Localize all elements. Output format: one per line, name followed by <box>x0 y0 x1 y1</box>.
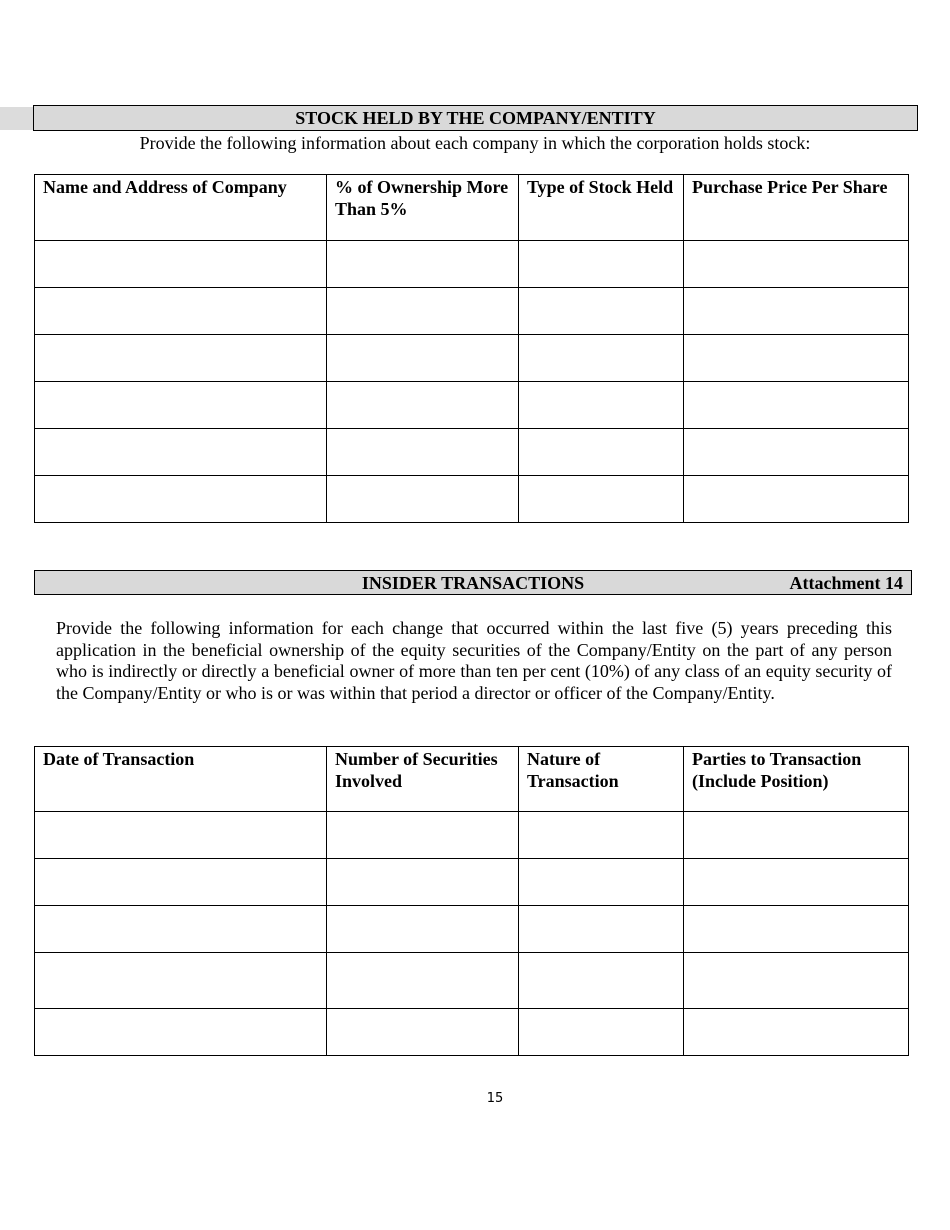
table-row <box>35 335 909 382</box>
table-row <box>35 382 909 429</box>
table-cell[interactable] <box>35 953 327 1009</box>
stock-section-banner <box>33 105 918 131</box>
table-cell[interactable] <box>684 241 909 288</box>
table-cell[interactable] <box>327 812 519 859</box>
insider-table <box>34 746 909 1056</box>
column-header-date: Date of Transaction <box>35 747 327 812</box>
table-cell[interactable] <box>327 429 519 476</box>
table-row <box>35 241 909 288</box>
table-cell[interactable] <box>519 859 684 906</box>
table-cell[interactable] <box>35 335 327 382</box>
table-row <box>35 288 909 335</box>
table-cell[interactable] <box>684 476 909 523</box>
margin-shade <box>0 107 33 130</box>
table-row <box>35 1009 909 1056</box>
table-cell[interactable] <box>519 241 684 288</box>
table-cell[interactable] <box>35 1009 327 1056</box>
table-cell[interactable] <box>35 429 327 476</box>
column-header-stock-type: Type of Stock Held <box>519 175 684 241</box>
table-row <box>35 906 909 953</box>
table-cell[interactable] <box>519 1009 684 1056</box>
column-header-company: Name and Address of Company <box>35 175 327 241</box>
table-cell[interactable] <box>327 382 519 429</box>
stock-table <box>34 174 909 523</box>
table-cell[interactable] <box>327 1009 519 1056</box>
column-header-purchase-price: Purchase Price Per Share <box>684 175 909 241</box>
table-row <box>35 476 909 523</box>
table-cell[interactable] <box>684 429 909 476</box>
table-cell[interactable] <box>684 1009 909 1056</box>
table-cell[interactable] <box>327 288 519 335</box>
table-cell[interactable] <box>327 241 519 288</box>
table-cell[interactable] <box>327 859 519 906</box>
table-cell[interactable] <box>35 288 327 335</box>
table-cell[interactable] <box>35 382 327 429</box>
table-cell[interactable] <box>519 812 684 859</box>
table-cell[interactable] <box>519 288 684 335</box>
table-cell[interactable] <box>519 382 684 429</box>
table-cell[interactable] <box>327 906 519 953</box>
table-cell[interactable] <box>327 476 519 523</box>
table-cell[interactable] <box>684 382 909 429</box>
table-cell[interactable] <box>684 288 909 335</box>
table-cell[interactable] <box>519 429 684 476</box>
table-row <box>35 859 909 906</box>
insider-section-paragraph: Provide the following information for each change that occurred within the last five (5) years preceding this application in the beneficial ownership of the equity securities of the Company/Entity on the part of any person who is indirectly or directly a beneficial owner of more than ten per cent (10%) of any class of an equity security of the Company/Entity or who is or was within that period a director or officer of the Company/Entity. <box>56 618 892 703</box>
table-cell[interactable] <box>519 953 684 1009</box>
table-cell[interactable] <box>35 859 327 906</box>
table-cell[interactable] <box>519 906 684 953</box>
table-cell[interactable] <box>35 476 327 523</box>
table-cell[interactable] <box>327 335 519 382</box>
table-header-row <box>35 747 909 812</box>
stock-section-title: STOCK HELD BY THE COMPANY/ENTITY <box>295 108 656 128</box>
table-cell[interactable] <box>684 335 909 382</box>
table-row <box>35 429 909 476</box>
table-row <box>35 812 909 859</box>
column-header-ownership: % of Ownership More Than 5% <box>327 175 519 241</box>
table-row <box>35 953 909 1009</box>
column-header-parties: Parties to Transaction (Include Position) <box>684 747 909 812</box>
table-cell[interactable] <box>519 476 684 523</box>
attachment-label: Attachment 14 <box>789 573 903 593</box>
table-cell[interactable] <box>35 241 327 288</box>
table-cell[interactable] <box>519 335 684 382</box>
table-cell[interactable] <box>684 812 909 859</box>
table-cell[interactable] <box>327 953 519 1009</box>
table-cell[interactable] <box>684 859 909 906</box>
table-header-row <box>35 175 909 241</box>
column-header-nature: Nature of Transaction <box>519 747 684 812</box>
table-cell[interactable] <box>35 906 327 953</box>
insider-section-banner <box>34 570 912 595</box>
stock-section-intro: Provide the following information about each company in which the corporation holds stock: <box>139 133 811 153</box>
table-cell[interactable] <box>35 812 327 859</box>
insider-section-title: INSIDER TRANSACTIONS <box>361 573 585 593</box>
table-cell[interactable] <box>684 953 909 1009</box>
table-cell[interactable] <box>684 906 909 953</box>
column-header-securities: Number of Securities Involved <box>327 747 519 812</box>
page-number: 15 <box>486 1091 504 1106</box>
